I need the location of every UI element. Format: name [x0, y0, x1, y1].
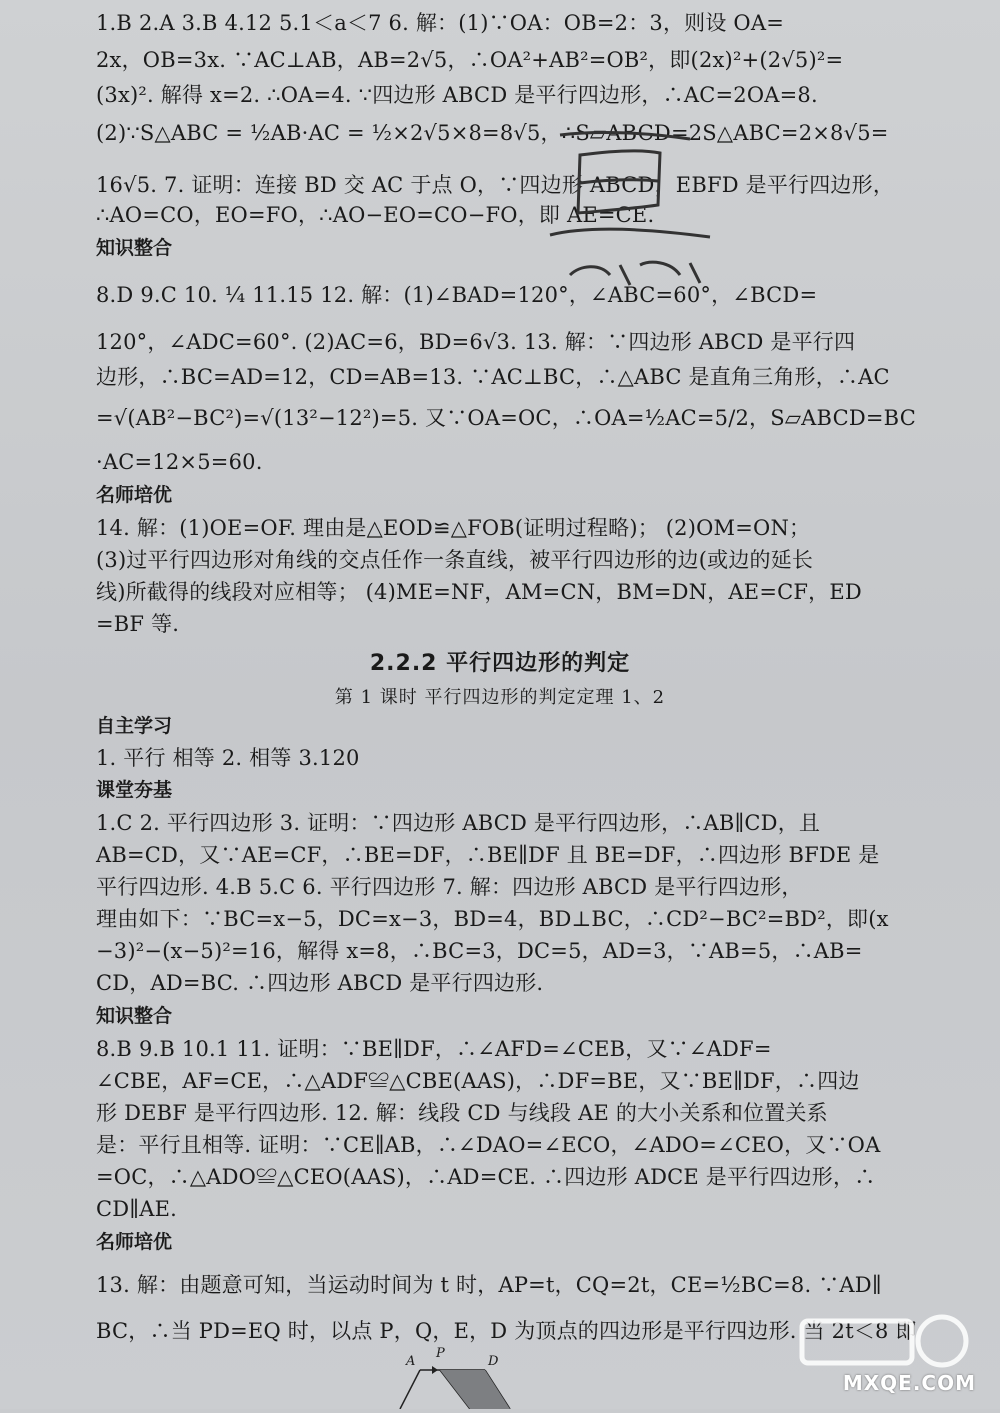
geometry-figure — [380, 1346, 580, 1409]
figure-label: P — [436, 1346, 445, 1361]
text-line: −3)²−(x−5)²=16，解得 x=8，∴BC=3，DC=5，AD=3，∵AB=5，∴AB= — [96, 939, 863, 963]
text-line: 是：平行且相等. 证明：∵CE∥AB，∴∠DAO=∠ECO，∠ADO=∠CEO，又∵OA — [96, 1133, 881, 1157]
section-heading: 名师培优 — [96, 484, 173, 506]
section-heading: 自主学习 — [96, 715, 173, 737]
text-line: 1.B 2.A 3.B 4.12 5.1＜a＜7 6. 解：(1)∵OA：OB=2：3，则设 OA= — [96, 11, 785, 35]
text-line: (3x)². 解得 x=2. ∴OA=4. ∵四边形 ABCD 是平行四边形，∴AC=2OA=8. — [96, 83, 818, 107]
text-line: 平行四边形. 4.B 5.C 6. 平行四边形 7. 解：四边形 ABCD 是平行四边形， — [96, 875, 803, 899]
text-line: 16√5. 7. 证明：连接 BD 交 AC 于点 O，∵四边形 ABCD，EBFD 是平行四边形， — [96, 173, 895, 197]
text-line: 120°，∠ADC=60°. (2)AC=6，BD=6√3. 13. 解：∵四边形 ABCD 是平行四 — [96, 330, 856, 354]
section-heading: 知识整合 — [96, 1005, 173, 1027]
text-line: 线)所截得的线段对应相等； (4)ME=NF，AM=CN，BM=DN，AE=CF，ED — [96, 580, 862, 604]
text-line: 8.D 9.C 10. ¼ 11.15 12. 解：(1)∠BAD=120°，∠ABC=60°，∠BCD= — [96, 283, 818, 307]
lesson-subtitle: 第 1 课时 平行四边形的判定定理 1、2 — [334, 687, 666, 708]
text-line: 边形，∴BC=AD=12，CD=AB=13. ∵AC⊥BC，∴△ABC 是直角三角形，∴AC — [96, 365, 890, 389]
text-line: BC，∴当 PD=EQ 时，以点 P，Q，E，D 为顶点的四边形是平行四边形. 当 2t＜8 即 — [96, 1319, 917, 1343]
section-title: 2.2.2 平行四边形的判定 — [369, 651, 631, 676]
text-line: 理由如下：∵BC=x−5，DC=x−3，BD=4，BD⊥BC，∴CD²−BC²=BD²，即(x — [96, 907, 889, 931]
text-line: 1. 平行 相等 2. 相等 3.120 — [96, 746, 360, 770]
figure-label: A — [406, 1354, 416, 1369]
text-line: CD∥AE. — [96, 1197, 177, 1221]
text-line: 1.C 2. 平行四边形 3. 证明：∵四边形 ABCD 是平行四边形，∴AB∥CD，且 — [96, 811, 821, 835]
figure-label: D — [488, 1354, 499, 1369]
text-line: 2x，OB=3x. ∵AC⊥AB，AB=2√5，∴OA²+AB²=OB²，即(2x)²+(2√5)²= — [96, 48, 844, 72]
text-line: CD，AD=BC. ∴四边形 ABCD 是平行四边形. — [96, 971, 544, 995]
text-line: ·AC=12×5=60. — [96, 450, 263, 474]
section-heading: 知识整合 — [96, 237, 173, 259]
text-line: (3)过平行四边形对角线的交点任作一条直线，被平行四边形的边(或边的延长 — [96, 548, 814, 572]
stamp-logo-icon — [540, 125, 720, 305]
text-line: (2)∵S△ABC = ½AB·AC = ½×2√5×8=8√5，∴S▱ABCD=2S△ABC=2×8√5= — [96, 121, 889, 145]
text-line: 8.B 9.B 10.1 11. 证明：∵BE∥DF，∴∠AFD=∠CEB，又∵∠ADF= — [96, 1037, 772, 1061]
section-heading: 名师培优 — [96, 1231, 173, 1253]
text-line: 形 DEBF 是平行四边形. 12. 解：线段 CD 与线段 AE 的大小关系和位置关系 — [96, 1101, 828, 1125]
text-line: 13. 解：由题意可知，当运动时间为 t 时，AP=t，CQ=2t，CE=½BC=8. ∵AD∥ — [96, 1273, 882, 1297]
section-heading: 课堂夯基 — [96, 779, 173, 801]
text-line: ∠CBE，AF=CE，∴△ADF≌△CBE(AAS)，∴DF=BE，又∵BE∥DF，∴四边 — [96, 1069, 860, 1093]
text-line: =BF 等. — [96, 612, 180, 636]
text-line: =OC，∴△ADO≌△CEO(AAS)，∴AD=CE. ∴四边形 ADCE 是平行四边形，∴ — [96, 1165, 876, 1189]
text-line: ∴AO=CO，EO=FO，∴AO−EO=CO−FO，即 AE=CE. — [96, 203, 655, 227]
text-line: AB=CD，又∵AE=CF，∴BE=DF，∴BE∥DF 且 BE=DF，∴四边形 BFDE 是 — [96, 843, 880, 867]
text-line: =√(AB²−BC²)=√(13²−12²)=5. 又∵OA=OC，∴OA=½AC=5/2，S▱ABCD=BC — [96, 406, 916, 430]
watermark-url: MXQE.COM — [842, 1371, 976, 1395]
text-line: 14. 解：(1)OE=OF. 理由是△EOD≌△FOB(证明过程略)； (2)OM=ON； — [96, 516, 811, 540]
